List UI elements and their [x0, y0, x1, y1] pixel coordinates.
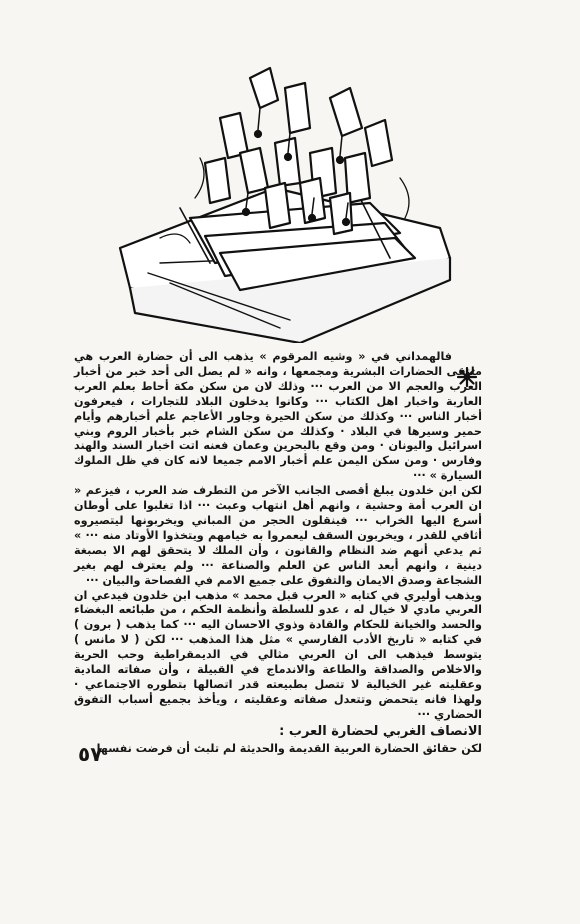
paragraph-hamdani: فالهمداني في « وشيه المرقوم » يذهب الى أن حضارة العرب هي ملتقى الحضارات البشرية ومجمعها ، وانه « لم يصل الى أحد خبر من أخبار العرب والعجم الا من العرب ··· وذلك لان من سكن مكة أحاط بعلم العرب العاربة واخبار اهل الكتاب ··· وكانوا يدخلون البلاد للتجارات ، فيعرفون أخبار الناس ··· وكذلك من سكن الحيرة وجاور الأعاجم علم أخبارهم وأيام حمير وسيرها في البلاد · وكذلك من سكن الشام خبر بأخبار الروم وبني اسرائيل واليونان · ومن وقع بالبحرين وعمان فعنه اتت اخبار السند والهند وفارس · ومن سكن اليمن علم أخبار الامم جميعا لانه كان في ظل الملوك السيارة » ···: [74, 350, 482, 483]
illustration-scattered-papers: [100, 58, 460, 343]
closing-line: لكن حقائق الحضارة العربية القديمة والحديثة لم تلبث أن فرضت نفسها: [96, 741, 482, 755]
paragraph-ibn-khaldun: لكن ابن خلدون يبلغ أقصى الجانب الآخر من التطرف ضد العرب ، فيزعم « ان العرب أمة وحشية ، وانهم أهل انتهاب وعبث ··· اذا تغلبوا على أوطان أسرع اليها الخراب ··· فينقلون الحجر من المباني ويخربونها ليتصيروه أثافي للقدر ، ويخربون السقف ليعمروا به خيامهم ويتخذوا الأوتاد منه ··· » ثم يدعي أنهم ضد النظام والقانون ، وأن الملك لا يتحقق لهم الا بصبغة دينية ، وانهم أبعد الناس عن العلم والصناعة ··· ولم يعترف لهم بغير الشجاعة وصدق الايمان والتفوق على جميع الامم في الفصاحة والبيان ···: [74, 484, 482, 587]
section-heading: الانصاف الغربي لحضارة العرب :: [279, 723, 482, 739]
paragraph-oleary: ويذهب أوليري في كتابه « العرب قبل محمد » مذهب ابن خلدون فيدعي ان العربي مادي لا خيال له ، عدو للسلطة وأنظمة الحكم ، من طبائعه البغضاء والحسد والخيانة للحكام والقادة وذوي الاحسان اليه ··· كما يذهب ( برون ) في كتابه « تاريخ الأدب الفارسي » مثل هذا المذهب ··· لكن ( لا مانس ) يتوسط فيذهب الى ان العربي مثالي في الديمقراطية وحب الحرية والاخلاص والصداقة والطاعة والاندماج في القبيلة ، وأن صفاته المادية وعقليته غير الخيالية لا تتصل بطبيعته قدر اتصالها بتطوره الاجتماعي · ولهذا فانه يتحمض وتتعدل صفاته وعقليته ، ويأخذ بجميع أسباب التفوق الحضاري ···: [74, 588, 482, 721]
body-text: [74, 350, 482, 756]
page-number: ٥٧: [78, 742, 103, 766]
